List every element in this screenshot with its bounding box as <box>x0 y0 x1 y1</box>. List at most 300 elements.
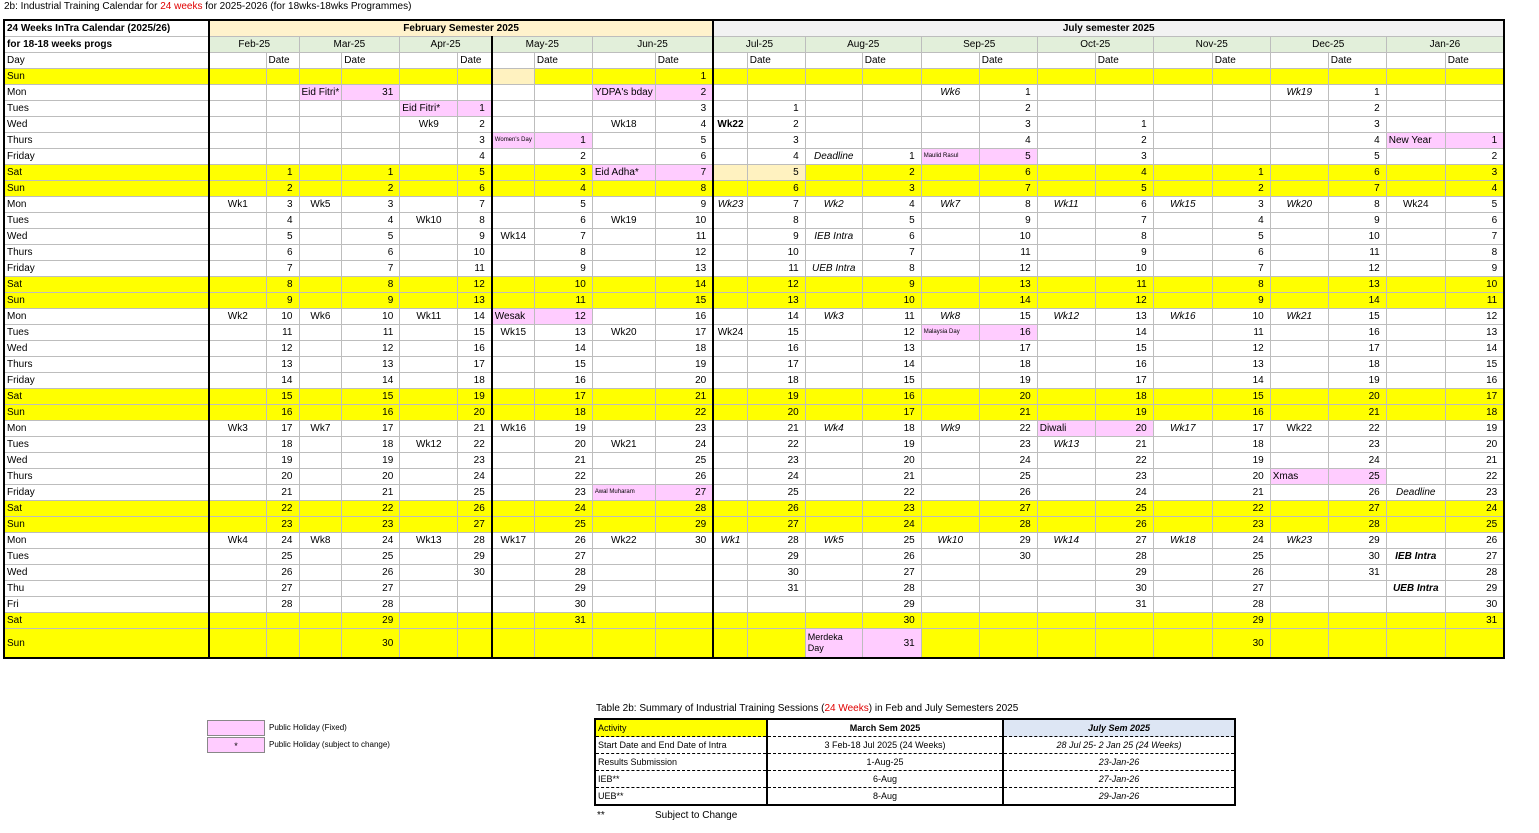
date-number: 31 <box>747 581 805 597</box>
week-or-event-label <box>713 629 747 659</box>
week-or-event-label <box>592 501 655 517</box>
calendar-row <box>4 101 1504 117</box>
date-number: 27 <box>1095 533 1153 549</box>
date-number: 31 <box>534 613 592 629</box>
week-or-event-label: Wk22 <box>713 117 747 133</box>
month-label-header <box>1270 53 1328 69</box>
date-number: 6 <box>1445 213 1504 229</box>
week-or-event-label <box>299 293 342 309</box>
date-number <box>534 117 592 133</box>
week-or-event-label <box>400 325 458 341</box>
week-or-event-label <box>1386 325 1445 341</box>
week-or-event-label: Wk6 <box>921 85 979 101</box>
week-or-event-label <box>1037 325 1095 341</box>
date-number: 9 <box>266 293 299 309</box>
date-number: 23 <box>534 485 592 501</box>
date-number: 8 <box>342 277 400 293</box>
week-or-event-label <box>592 421 655 437</box>
date-number: 13 <box>1328 277 1386 293</box>
date-number: 15 <box>862 373 921 389</box>
date-number: 15 <box>534 357 592 373</box>
date-number: 7 <box>342 261 400 277</box>
week-or-event-label: Wk11 <box>1037 197 1095 213</box>
date-number: 19 <box>1212 453 1270 469</box>
date-number: 5 <box>534 197 592 213</box>
date-number: 24 <box>979 453 1037 469</box>
date-number: 7 <box>1095 213 1153 229</box>
date-number: 3 <box>1095 149 1153 165</box>
week-or-event-label <box>299 501 342 517</box>
calendar-row <box>4 581 1504 597</box>
date-number <box>1445 85 1504 101</box>
date-number: 11 <box>655 229 713 245</box>
week-or-event-label <box>1386 613 1445 629</box>
date-number: 18 <box>862 421 921 437</box>
date-number <box>1212 133 1270 149</box>
day-name: Tues <box>4 437 209 453</box>
week-or-event-label <box>1270 405 1328 421</box>
week-or-event-label <box>1153 389 1212 405</box>
month-header: Jan-26 <box>1386 37 1504 53</box>
week-or-event-label <box>209 565 266 581</box>
week-or-event-label: Wk6 <box>299 309 342 325</box>
week-or-event-label <box>209 373 266 389</box>
date-number: 14 <box>266 373 299 389</box>
date-number <box>1212 149 1270 165</box>
date-number: 6 <box>862 229 921 245</box>
day-name: Sat <box>4 165 209 181</box>
calendar-row <box>4 245 1504 261</box>
week-or-event-label: Wk22 <box>1270 421 1328 437</box>
date-number <box>342 117 400 133</box>
week-or-event-label: YDPA's bday <box>592 85 655 101</box>
date-number: 29 <box>979 533 1037 549</box>
date-number: 13 <box>266 357 299 373</box>
week-or-event-label: Wk13 <box>400 533 458 549</box>
week-or-event-label: Wk14 <box>1037 533 1095 549</box>
week-or-event-label <box>299 181 342 197</box>
date-number: 11 <box>1095 277 1153 293</box>
week-or-event-label <box>400 341 458 357</box>
week-or-event-label <box>299 165 342 181</box>
week-or-event-label <box>1270 165 1328 181</box>
date-number: 11 <box>1445 293 1504 309</box>
week-or-event-label <box>299 149 342 165</box>
week-or-event-label: Merdeka Day <box>805 629 862 659</box>
date-number: 21 <box>266 485 299 501</box>
date-number: 27 <box>979 501 1037 517</box>
date-number <box>266 133 299 149</box>
week-or-event-label <box>1386 117 1445 133</box>
week-or-event-label <box>492 613 535 629</box>
week-or-event-label <box>299 437 342 453</box>
date-number: 15 <box>979 309 1037 325</box>
date-number: 5 <box>747 165 805 181</box>
week-or-event-label: Wk14 <box>492 229 535 245</box>
week-or-event-label <box>1386 277 1445 293</box>
week-or-event-label <box>1386 229 1445 245</box>
date-number: 2 <box>1212 181 1270 197</box>
date-column-header: Date <box>458 53 492 69</box>
week-or-event-label <box>492 485 535 501</box>
week-or-event-label <box>492 149 535 165</box>
date-number <box>1328 581 1386 597</box>
date-number: 13 <box>1445 325 1504 341</box>
date-number: 14 <box>1212 373 1270 389</box>
week-or-event-label <box>805 549 862 565</box>
week-or-event-label <box>713 213 747 229</box>
week-or-event-label <box>805 501 862 517</box>
week-or-event-label <box>1270 517 1328 533</box>
week-or-event-label <box>299 357 342 373</box>
date-number: 3 <box>979 117 1037 133</box>
date-number: 25 <box>1095 501 1153 517</box>
legend-item-subject-to-change <box>207 736 390 753</box>
date-number: 24 <box>862 517 921 533</box>
date-number: 10 <box>458 245 492 261</box>
week-or-event-label <box>209 149 266 165</box>
calendar-table <box>3 19 1505 659</box>
calendar-row <box>4 293 1504 309</box>
week-or-event-label <box>400 629 458 659</box>
date-number: 18 <box>1445 405 1504 421</box>
date-number <box>655 613 713 629</box>
week-or-event-label <box>1386 69 1445 85</box>
date-number: 25 <box>1212 549 1270 565</box>
date-number: 12 <box>979 261 1037 277</box>
date-number: 10 <box>1095 261 1153 277</box>
week-or-event-label <box>1037 165 1095 181</box>
week-or-event-label <box>209 69 266 85</box>
date-number: 1 <box>1445 133 1504 149</box>
date-number: 26 <box>266 565 299 581</box>
week-or-event-label <box>1270 229 1328 245</box>
date-number: 3 <box>747 133 805 149</box>
week-or-event-label: Wk10 <box>921 533 979 549</box>
date-number: 14 <box>1445 341 1504 357</box>
calendar-row <box>4 517 1504 533</box>
date-number: 5 <box>342 229 400 245</box>
week-or-event-label <box>1386 101 1445 117</box>
date-number: 15 <box>266 389 299 405</box>
week-or-event-label <box>1153 485 1212 501</box>
date-number: 13 <box>1095 309 1153 325</box>
week-or-event-label <box>209 613 266 629</box>
date-number: 17 <box>747 357 805 373</box>
week-or-event-label <box>1386 421 1445 437</box>
week-or-event-label <box>713 357 747 373</box>
date-number: 19 <box>1445 421 1504 437</box>
week-or-event-label <box>592 565 655 581</box>
date-number: 17 <box>266 421 299 437</box>
week-or-event-label: Wk19 <box>1270 85 1328 101</box>
week-or-event-label <box>805 517 862 533</box>
week-or-event-label <box>1153 629 1212 659</box>
week-or-event-label <box>1270 149 1328 165</box>
week-or-event-label: Wk11 <box>400 309 458 325</box>
footnote-text: Subject to Change <box>655 810 738 821</box>
date-number: 15 <box>1445 357 1504 373</box>
date-number: 23 <box>1445 485 1504 501</box>
legend-item-fixed <box>207 719 390 736</box>
week-or-event-label <box>1386 501 1445 517</box>
month-label-header <box>921 53 979 69</box>
month-label-header <box>1037 53 1095 69</box>
calendar-row <box>4 133 1504 149</box>
week-or-event-label: Wk24 <box>713 325 747 341</box>
date-number: 14 <box>458 309 492 325</box>
date-number: 4 <box>747 149 805 165</box>
week-or-event-label <box>1153 245 1212 261</box>
week-or-event-label: Wk8 <box>299 533 342 549</box>
week-or-event-label: Wesak <box>492 309 535 325</box>
date-number: 30 <box>655 533 713 549</box>
date-number: 1 <box>1212 165 1270 181</box>
date-column-header: Date <box>979 53 1037 69</box>
date-number: 30 <box>534 597 592 613</box>
day-name: Friday <box>4 485 209 501</box>
week-or-event-label: Wk19 <box>592 213 655 229</box>
day-name: Wed <box>4 229 209 245</box>
date-number: 25 <box>458 485 492 501</box>
date-number: 23 <box>1328 437 1386 453</box>
date-number: 21 <box>655 389 713 405</box>
date-column-header: Date <box>534 53 592 69</box>
calendar-row <box>4 565 1504 581</box>
date-number: 22 <box>266 501 299 517</box>
date-number: 15 <box>342 389 400 405</box>
date-number: 3 <box>458 133 492 149</box>
calendar-row <box>4 117 1504 133</box>
date-number: 24 <box>534 501 592 517</box>
date-number <box>747 85 805 101</box>
calendar-row <box>4 469 1504 485</box>
date-number: 5 <box>979 149 1037 165</box>
date-number: 13 <box>534 325 592 341</box>
week-or-event-label <box>805 213 862 229</box>
week-or-event-label: Wk8 <box>921 309 979 325</box>
date-number: 4 <box>1328 133 1386 149</box>
week-or-event-label <box>592 549 655 565</box>
date-number: 17 <box>1445 389 1504 405</box>
date-number: 25 <box>266 549 299 565</box>
week-or-event-label: Awal Muharam <box>592 485 655 501</box>
week-or-event-label <box>209 277 266 293</box>
week-or-event-label <box>1037 629 1095 659</box>
date-number: 21 <box>979 405 1037 421</box>
date-number: 6 <box>534 213 592 229</box>
week-or-event-label <box>1037 405 1095 421</box>
summary-july-value: 23-Jan-26 <box>1003 754 1235 771</box>
date-number: 9 <box>655 197 713 213</box>
date-number: 10 <box>979 229 1037 245</box>
date-number: 12 <box>862 325 921 341</box>
date-number: 9 <box>342 293 400 309</box>
date-number: 2 <box>862 165 921 181</box>
day-name: Thurs <box>4 245 209 261</box>
date-number: 27 <box>342 581 400 597</box>
week-or-event-label <box>1153 581 1212 597</box>
week-or-event-label <box>1153 213 1212 229</box>
month-header: Jul-25 <box>713 37 805 53</box>
week-or-event-label: Wk10 <box>400 213 458 229</box>
date-number: 20 <box>534 437 592 453</box>
week-or-event-label <box>209 357 266 373</box>
week-or-event-label <box>492 357 535 373</box>
calendar-row <box>4 85 1504 101</box>
week-or-event-label <box>805 565 862 581</box>
week-or-event-label: Wk7 <box>921 197 979 213</box>
week-or-event-label <box>209 469 266 485</box>
week-or-event-label <box>921 389 979 405</box>
week-or-event-label <box>400 565 458 581</box>
date-number: 8 <box>747 213 805 229</box>
week-or-event-label <box>1386 357 1445 373</box>
week-or-event-label <box>1270 501 1328 517</box>
month-header: Jun-25 <box>592 37 713 53</box>
summary-march-value: 1-Aug-25 <box>767 754 1003 771</box>
week-or-event-label <box>1386 165 1445 181</box>
week-or-event-label <box>921 293 979 309</box>
week-or-event-label <box>592 469 655 485</box>
day-name: Thurs <box>4 469 209 485</box>
week-or-event-label <box>713 613 747 629</box>
week-or-event-label <box>1037 517 1095 533</box>
date-column-header: Date <box>862 53 921 69</box>
week-or-event-label <box>1270 181 1328 197</box>
month-header: Apr-25 <box>400 37 492 53</box>
summary-row <box>595 737 1235 754</box>
week-or-event-label <box>299 405 342 421</box>
week-or-event-label <box>713 229 747 245</box>
week-or-event-label <box>400 517 458 533</box>
day-header-row <box>4 53 1504 69</box>
week-or-event-label <box>921 373 979 389</box>
date-number: 16 <box>1212 405 1270 421</box>
week-or-event-label: Wk3 <box>805 309 862 325</box>
date-number: 21 <box>1445 453 1504 469</box>
date-number: 23 <box>342 517 400 533</box>
week-or-event-label <box>299 245 342 261</box>
week-or-event-label <box>492 197 535 213</box>
date-number: 19 <box>342 453 400 469</box>
date-number: 4 <box>1095 165 1153 181</box>
week-or-event-label <box>299 469 342 485</box>
week-or-event-label <box>1153 405 1212 421</box>
date-number: 20 <box>979 389 1037 405</box>
week-or-event-label <box>921 469 979 485</box>
week-or-event-label <box>400 613 458 629</box>
week-or-event-label <box>492 629 535 659</box>
calendar-corner-title: 24 Weeks InTra Calendar (2025/26) <box>4 20 209 37</box>
week-or-event-label <box>713 277 747 293</box>
week-or-event-label <box>1153 293 1212 309</box>
week-or-event-label <box>1037 277 1095 293</box>
week-or-event-label <box>713 181 747 197</box>
date-number: 20 <box>747 405 805 421</box>
week-or-event-label <box>1386 389 1445 405</box>
week-or-event-label <box>1386 437 1445 453</box>
week-or-event-label: UEB Intra <box>805 261 862 277</box>
date-number: 28 <box>1095 549 1153 565</box>
week-or-event-label <box>713 597 747 613</box>
week-or-event-label <box>492 437 535 453</box>
date-number: 29 <box>862 597 921 613</box>
date-number: 25 <box>1445 517 1504 533</box>
week-or-event-label <box>209 133 266 149</box>
week-or-event-label <box>299 389 342 405</box>
week-or-event-label <box>1037 565 1095 581</box>
week-or-event-label: Diwali <box>1037 421 1095 437</box>
week-or-event-label: Women's Day <box>492 133 535 149</box>
week-or-event-label <box>492 405 535 421</box>
week-or-event-label <box>1153 229 1212 245</box>
week-or-event-label <box>1037 549 1095 565</box>
week-or-event-label <box>299 261 342 277</box>
week-or-event-label: Wk5 <box>299 197 342 213</box>
date-number: 25 <box>342 549 400 565</box>
date-number: 28 <box>979 517 1037 533</box>
week-or-event-label <box>209 405 266 421</box>
date-number: 4 <box>655 117 713 133</box>
week-or-event-label <box>921 101 979 117</box>
week-or-event-label <box>592 613 655 629</box>
week-or-event-label <box>713 421 747 437</box>
calendar-row <box>4 165 1504 181</box>
week-or-event-label <box>1386 597 1445 613</box>
week-or-event-label <box>492 277 535 293</box>
week-or-event-label: Wk9 <box>400 117 458 133</box>
date-number: 20 <box>342 469 400 485</box>
day-name: Sat <box>4 501 209 517</box>
week-or-event-label <box>492 389 535 405</box>
date-number: 26 <box>655 469 713 485</box>
date-column-header: Date <box>1212 53 1270 69</box>
date-number: 3 <box>1445 165 1504 181</box>
date-number: 24 <box>1212 533 1270 549</box>
week-or-event-label <box>1270 213 1328 229</box>
date-column-header: Date <box>342 53 400 69</box>
calendar-subtitle: for 18-18 weeks progs <box>4 37 209 53</box>
week-or-event-label <box>921 261 979 277</box>
date-number: 26 <box>458 501 492 517</box>
week-or-event-label <box>713 437 747 453</box>
week-or-event-label <box>713 469 747 485</box>
date-number: 30 <box>342 629 400 659</box>
week-or-event-label <box>1270 565 1328 581</box>
week-or-event-label <box>1270 453 1328 469</box>
date-number: 22 <box>655 405 713 421</box>
week-or-event-label <box>1270 245 1328 261</box>
date-number: 14 <box>862 357 921 373</box>
week-or-event-label <box>400 501 458 517</box>
day-name: Sun <box>4 293 209 309</box>
date-number: 4 <box>458 149 492 165</box>
month-header: Oct-25 <box>1037 37 1153 53</box>
day-name: Sat <box>4 277 209 293</box>
date-number: 12 <box>1445 309 1504 325</box>
week-or-event-label <box>1270 485 1328 501</box>
week-or-event-label <box>299 117 342 133</box>
week-or-event-label <box>713 245 747 261</box>
week-or-event-label <box>805 165 862 181</box>
date-number <box>655 629 713 659</box>
week-or-event-label <box>1270 133 1328 149</box>
week-or-event-label <box>400 373 458 389</box>
day-name: Friday <box>4 149 209 165</box>
date-number: 19 <box>1328 373 1386 389</box>
week-or-event-label <box>805 581 862 597</box>
